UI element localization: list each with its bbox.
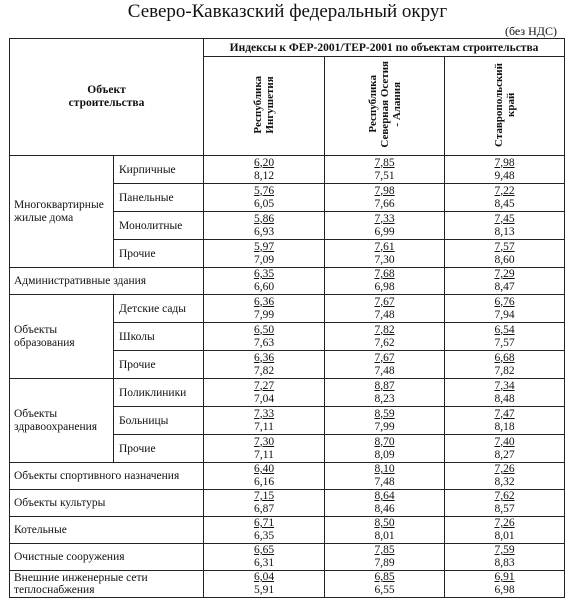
index-cell [325,295,445,323]
table-row [10,156,565,184]
index-value-ter: 7,89 [374,557,395,569]
index-value-ter: 6,98 [494,584,515,596]
category-label: Объекты культуры [10,490,204,517]
index-cell [445,407,565,435]
index-value-fer: 7,15 [253,490,275,502]
index-value-ter: 7,63 [253,336,275,349]
index-cell [204,517,325,544]
index-cell [445,435,565,463]
index-value-fer: 5,76 [253,184,275,197]
index-cell [325,212,445,240]
index-value-ter: 8,60 [494,253,515,266]
index-cell [204,268,325,295]
index-value-fer: 7,33 [374,212,395,225]
index-cell [325,463,445,490]
index-value-ter: 8,09 [374,448,395,461]
index-value-ter: 6,35 [253,530,275,542]
index-cell [204,435,325,463]
index-cell [325,517,445,544]
subcategory-label: Монолитные [114,212,204,240]
index-value-fer: 7,98 [494,156,515,169]
index-value-ter: 6,87 [253,503,275,515]
index-value-ter: 7,48 [374,476,395,488]
header-region-stavropol [445,57,565,156]
index-value-ter: 7,62 [374,336,395,349]
index-value-fer: 5,97 [253,240,275,253]
subcategory-label: Школы [114,323,204,351]
index-cell [445,295,565,323]
index-value-ter: 8,57 [494,503,515,515]
index-cell [445,212,565,240]
index-value-ter: 8,32 [494,476,515,488]
index-cell [445,240,565,268]
index-cell [325,156,445,184]
index-value-ter: 7,99 [253,308,275,321]
index-value-fer: 7,26 [494,517,515,529]
header-region-ingushetia [204,57,325,156]
index-cell [445,517,565,544]
subcategory-label: Детские сады [114,295,204,323]
vat-note: (без НДС) [504,24,557,38]
index-cell [204,407,325,435]
index-value-fer: 6,76 [494,295,515,308]
page-title: Северо-Кавказский федеральный округ [127,1,448,22]
index-cell [204,351,325,379]
index-value-ter: 7,30 [374,253,395,266]
index-value-ter: 7,82 [253,364,275,377]
index-value-ter: 7,99 [374,420,395,433]
index-cell [445,351,565,379]
index-value-ter: 8,48 [494,392,515,405]
index-value-ter: 7,57 [494,336,515,349]
index-value-fer: 6,85 [374,571,395,583]
index-value-fer: 7,40 [494,435,515,448]
table-row [10,379,565,407]
index-value-ter: 8,13 [494,225,515,238]
index-cell [204,379,325,407]
header-object [10,39,204,156]
index-value-fer: 7,67 [374,351,395,364]
index-value-ter: 8,12 [253,169,275,182]
index-cell [325,571,445,598]
region-label: Ставропольский край [492,62,517,147]
index-value-ter: 7,48 [374,308,395,321]
index-value-ter: 8,83 [494,557,515,569]
index-cell [325,435,445,463]
index-cell [204,184,325,212]
index-value-fer: 8,59 [374,407,395,420]
index-value-fer: 8,87 [374,379,395,392]
index-cell [325,351,445,379]
index-cell [445,490,565,517]
index-value-ter: 8,27 [494,448,515,461]
index-value-fer: 7,33 [253,407,275,420]
index-value-fer: 6,65 [253,544,275,556]
category-label: Многоквартирные жилые дома [10,156,114,268]
index-value-fer: 7,59 [494,544,515,556]
index-value-ter: 6,05 [253,197,275,210]
index-cell [204,240,325,268]
index-value-fer: 7,27 [253,379,275,392]
index-value-ter: 7,66 [374,197,395,210]
subcategory-label: Прочие [114,240,204,268]
index-cell [325,184,445,212]
index-cell [204,490,325,517]
index-value-ter: 8,01 [494,530,515,542]
header-region-north-ossetia [325,57,445,156]
header-object-label: Объект строительства [68,84,145,109]
category-label: Объекты спортивного назначения [10,463,204,490]
index-value-fer: 7,98 [374,184,395,197]
table-row [10,571,565,598]
index-cell [204,544,325,571]
category-label: Внешние инженерные сети теплоснабжения [10,571,204,598]
index-value-fer: 6,36 [253,351,275,364]
index-cell [445,184,565,212]
index-cell [445,268,565,295]
index-value-fer: 7,67 [374,295,395,308]
index-value-fer: 6,35 [253,268,275,280]
index-value-ter: 6,93 [253,225,275,238]
index-value-fer: 6,40 [253,463,275,475]
index-value-fer: 6,50 [253,323,275,336]
index-value-ter: 7,09 [253,253,275,266]
index-cell [204,571,325,598]
index-value-ter: 8,23 [374,392,395,405]
index-cell [325,323,445,351]
index-value-fer: 7,57 [494,240,515,253]
index-value-ter: 6,98 [374,281,395,293]
index-cell [204,156,325,184]
index-value-ter: 5,91 [253,584,275,596]
index-value-ter: 9,48 [494,169,515,182]
index-table [9,38,565,598]
index-value-fer: 7,61 [374,240,395,253]
subcategory-label: Кирпичные [114,156,204,184]
index-value-ter: 8,47 [494,281,515,293]
index-value-fer: 7,45 [494,212,515,225]
index-cell [204,323,325,351]
index-value-ter: 7,94 [494,308,515,321]
index-cell [325,544,445,571]
index-value-fer: 7,34 [494,379,515,392]
index-cell [204,295,325,323]
index-value-fer: 6,91 [494,571,515,583]
index-cell [445,463,565,490]
index-value-fer: 7,22 [494,184,515,197]
index-value-fer: 7,82 [374,323,395,336]
index-value-fer: 8,10 [374,463,395,475]
table-row [10,490,565,517]
index-value-fer: 7,85 [374,544,395,556]
index-value-fer: 6,68 [494,351,515,364]
index-value-ter: 7,48 [374,364,395,377]
index-cell [445,156,565,184]
index-value-ter: 6,55 [374,584,395,596]
table-row [10,268,565,295]
index-value-fer: 6,04 [253,571,275,583]
index-value-fer: 8,64 [374,490,395,502]
index-value-ter: 6,60 [253,281,275,293]
index-cell [445,323,565,351]
index-cell [325,407,445,435]
index-value-fer: 8,50 [374,517,395,529]
subcategory-label: Прочие [114,351,204,379]
region-label: Республика Ингушетия [252,75,277,134]
index-value-fer: 7,62 [494,490,515,502]
subcategory-label: Больницы [114,407,204,435]
table-row [10,544,565,571]
index-value-ter: 6,31 [253,557,275,569]
index-value-ter: 8,01 [374,530,395,542]
index-value-fer: 7,68 [374,268,395,280]
table-row [10,295,565,323]
subcategory-label: Поликлиники [114,379,204,407]
index-value-fer: 5,86 [253,212,275,225]
subcategory-label: Прочие [114,435,204,463]
header-group: Индексы к ФЕР-2001/ТЕР-2001 по объектам строительства [204,39,565,57]
index-value-fer: 7,26 [494,463,515,475]
index-cell [325,268,445,295]
index-value-fer: 6,20 [253,156,275,169]
category-label: Административные здания [10,268,204,295]
index-value-ter: 6,16 [253,476,275,488]
index-cell [325,379,445,407]
table-body [10,156,565,598]
index-value-ter: 8,18 [494,420,515,433]
index-value-ter: 8,45 [494,197,515,210]
index-value-fer: 7,47 [494,407,515,420]
index-cell [445,379,565,407]
index-cell [325,490,445,517]
index-cell [445,571,565,598]
index-value-fer: 8,70 [374,435,395,448]
index-cell [204,463,325,490]
index-value-fer: 6,71 [253,517,275,529]
index-value-ter: 6,99 [374,225,395,238]
index-cell [325,240,445,268]
index-value-fer: 7,30 [253,435,275,448]
index-value-fer: 6,36 [253,295,275,308]
index-value-fer: 7,29 [494,268,515,280]
category-label: Объекты здравоохранения [10,379,114,463]
index-value-fer: 6,54 [494,323,515,336]
table-row [10,463,565,490]
index-value-ter: 7,51 [374,169,395,182]
region-label: Республика Северная Осетия - Алания [366,61,403,148]
index-value-ter: 8,46 [374,503,395,515]
index-value-ter: 7,11 [254,420,274,433]
table-row [10,517,565,544]
category-label: Объекты образования [10,295,114,379]
index-value-ter: 7,11 [254,448,274,461]
index-value-fer: 7,85 [374,156,395,169]
index-value-ter: 7,82 [494,364,515,377]
subcategory-label: Панельные [114,184,204,212]
index-cell [445,544,565,571]
category-label: Очистные сооружения [10,544,204,571]
index-cell [204,212,325,240]
index-value-ter: 7,04 [253,392,275,405]
category-label: Котельные [10,517,204,544]
